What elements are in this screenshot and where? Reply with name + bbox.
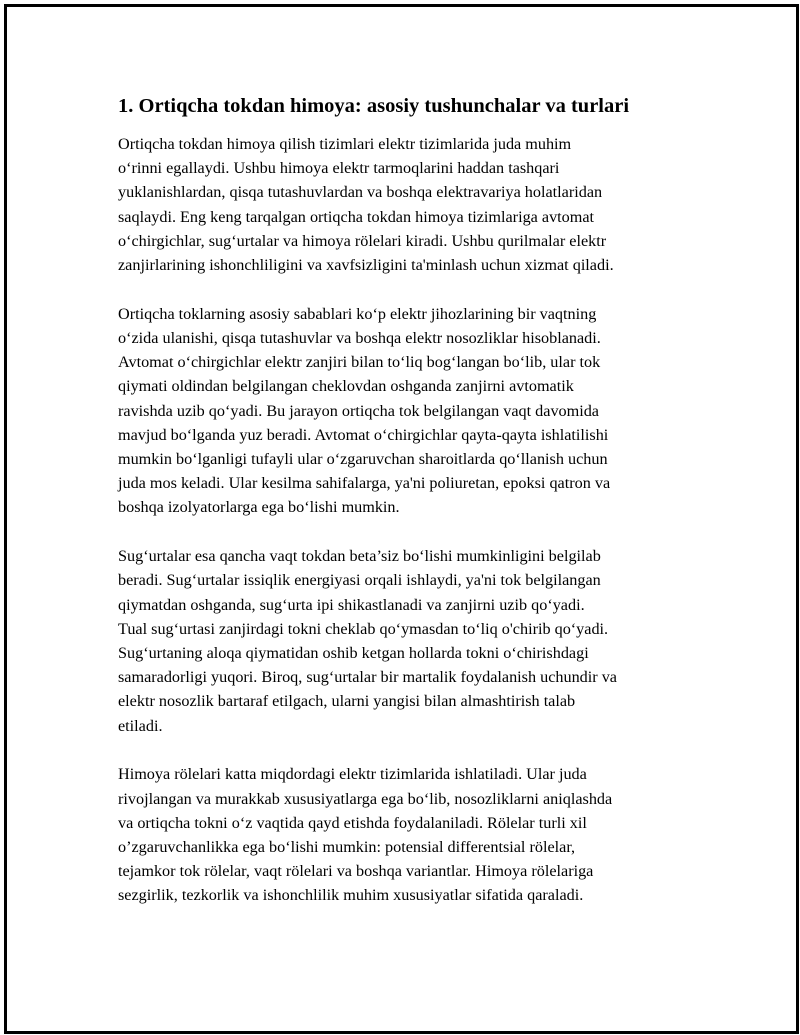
paragraph-4 xyxy=(118,762,690,907)
paragraph-line: o’zgaruvchanlikka ega bo‘lishi mumkin: potensial differentsial rölelar, xyxy=(118,838,576,857)
paragraph-line: juda mos keladi. Ular kesilma sahifalarga, ya'ni poliuretan, epoksi qatron va xyxy=(118,474,611,493)
paragraph-line: Sug‘urtalar esa qancha vaqt tokdan beta’siz bo‘lishi mumkinligini belgilab xyxy=(118,547,601,566)
paragraph-line: mumkin bo‘lganligi tufayli ular o‘zgaruvchan sharoitlarda qo‘llanish uchun xyxy=(118,450,608,469)
paragraph-line: saqlaydi. Eng keng tarqalgan ortiqcha tokdan himoya tizimlariga avtomat xyxy=(118,207,595,226)
paragraph-line: Sug‘urtaning aloqa qiymatidan oshib ketgan hollarda tokni o‘chirishdagi xyxy=(118,644,589,663)
paragraph-line: samaradorligi yuqori. Biroq, sug‘urtalar bir martalik foydalanish uchundir va xyxy=(118,668,617,687)
paragraph-line: sezgirlik, tezkorlik va ishonchlilik muhim xususiyatlar sifatida qaraladi. xyxy=(118,886,584,905)
paragraph-line: Ortiqcha toklarning asosiy sabablari ko‘p elektr jihozlarining bir vaqtning xyxy=(118,304,597,323)
paragraph-line: boshqa izolyatorlarga ega bo‘lishi mumkin. xyxy=(118,498,400,517)
paragraph-line: Himoya rölelari katta miqdordagi elektr tizimlarida ishlatiladi. Ular juda xyxy=(118,765,587,784)
paragraph-line: qiymatdan oshganda, sug‘urta ipi shikastlanadi va zanjirni uzib qo‘yadi. xyxy=(118,595,585,614)
paragraph-line: etiladi. xyxy=(118,716,163,735)
paragraph-line: beradi. Sug‘urtalar issiqlik energiyasi orqali ishlaydi, ya'ni tok belgilangan xyxy=(118,571,601,590)
paragraph-line: o‘rinni egallaydi. Ushbu himoya elektr tarmoqlarini haddan tashqari xyxy=(118,159,560,178)
paragraph-line: mavjud bo‘lganda yuz beradi. Avtomat o‘chirgichlar qayta-qayta ishlatilishi xyxy=(118,425,609,444)
paragraph-line: Avtomat o‘chirgichlar elektr zanjiri bilan to‘liq bog‘langan bo‘lib, ular tok xyxy=(118,353,601,372)
paragraph-line: Tual sug‘urtasi zanjirdagi tokni cheklab qo‘ymasdan to‘liq o'chirib qo‘yadi. xyxy=(118,619,609,638)
paragraph-line: tejamkor tok rölelar, vaqt rölelari va boshqa variantlar. Himoya rölelariga xyxy=(118,862,594,881)
document-body xyxy=(118,94,690,932)
paragraph-line: zanjirlarining ishonchliligini va xavfsizligini ta'minlash uchun xizmat qiladi. xyxy=(118,256,614,275)
paragraph-line: yuklanishlardan, qisqa tutashuvlardan va boshqa elektravariya holatlaridan xyxy=(118,183,603,202)
paragraph-line: ravishda uzib qo‘yadi. Bu jarayon ortiqcha tok belgilangan vaqt davomida xyxy=(118,401,599,420)
paragraph-2 xyxy=(118,302,690,520)
paragraph-list xyxy=(118,132,690,908)
paragraph-line: elektr nosozlik bartaraf etilgach, ularni yangisi bilan almashtirish talab xyxy=(118,692,576,711)
paragraph-line: va ortiqcha tokni o‘z vaqtida qayd etishda foydalaniladi. Rölelar turli xil xyxy=(118,813,587,832)
paragraph-line: rivojlangan va murakkab xususiyatlarga ega bo‘lib, nosozliklarni aniqlashda xyxy=(118,789,613,808)
paragraph-1 xyxy=(118,132,690,277)
paragraph-line: qiymati oldindan belgilangan cheklovdan oshganda zanjirni avtomatik xyxy=(118,377,574,396)
paragraph-line: o‘zida ulanishi, qisqa tutashuvlar va boshqa elektr nosozliklar hisoblanadi. xyxy=(118,329,601,348)
paragraph-line: o‘chirgichlar, sug‘urtalar va himoya rölelari kiradi. Ushbu qurilmalar elektr xyxy=(118,231,607,250)
paragraph-line: Ortiqcha tokdan himoya qilish tizimlari elektr tizimlarida juda muhim xyxy=(118,135,572,153)
paragraph-3 xyxy=(118,544,690,738)
section-heading: 1. Ortiqcha tokdan himoya: asosiy tushunchalar va turlari xyxy=(118,95,630,117)
